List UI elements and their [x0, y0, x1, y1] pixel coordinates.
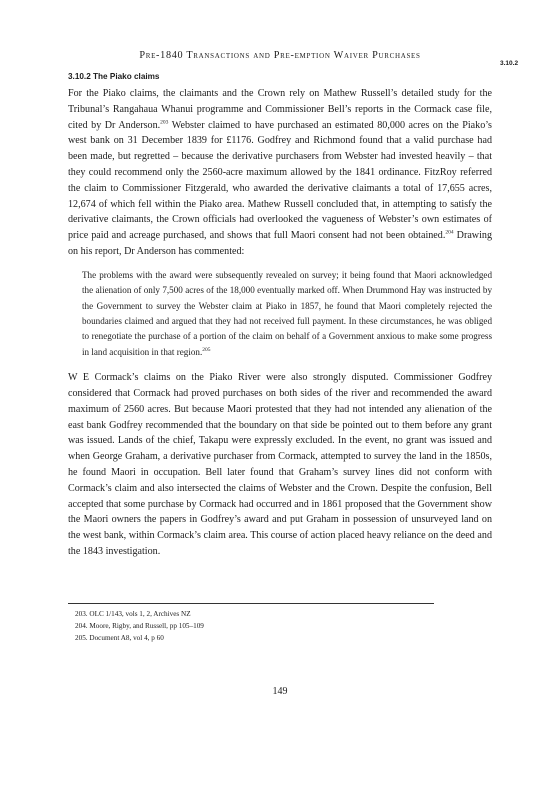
footnote-ref: 203	[160, 119, 169, 126]
section-marker: 3.10.2	[500, 60, 519, 67]
page-number: 149	[272, 686, 288, 697]
footnote: 203. OLC 1/143, vols 1, 2, Archives NZ	[75, 610, 191, 618]
paragraph-cormack: W E Cormack’s claims on the Piako River were also strongly disputed. Commissioner Godfrey considered that Cormack had proved purchases on both sides of the river and recommended the award maximum of 2560 acres. But because Maori protested that they had not intended any alienation of the east bank Godfrey recommended that the boundary on that side be pointed out to them before any grant was issued. Lands of the chief, Takapu were expressly excluded. In the event, no grant was issued and when George Graham, a derivative purchaser from Cormack, attempted to survey the land in the 1850s, he found Maori in occupation. Bell later found that Graham’s survey lines did not conform with Cormack’s claim and also intersected the claims of Webster and the Crown. Despite the confusion, Bell accepted that some purchase by Cormack had occurred and in 1861 proposed that the Government show the Maori owners the papers in Godfrey’s award and put Graham in possession of unsurveyed land on the west bank, within Cormack’s claim area. This course of action placed heavy reliance on the deed and the 1843 investigation.	[68, 372, 492, 557]
footnotes	[75, 608, 495, 644]
footnote-divider	[68, 603, 434, 604]
footnote: 204. Moore, Rigby, and Russell, pp 105–109	[75, 622, 204, 630]
quote-text: The problems with the award were subsequently revealed on survey; it being found that Maori acknowledged the alienation of only 7,500 acres of the 18,000 eventually marked off. When Drummond Hay was instructed by the Government to survey the Webster claim at Piako in 1857, he found that Maori completely rejected the boundaries claimed and argued that they had not received full payment. In these circumstances, he was obliged to renegotiate the purchase of a portion of the claim on behalf of a Government anxious to make some progress in land acquisition in that region.	[82, 269, 492, 357]
paragraph-text: Drawing on his report, Dr Anderson has commented:	[68, 230, 492, 257]
footnote: 205. Document A8, vol 4, p 60	[75, 634, 164, 642]
paragraph-text: Webster claimed to have purchased an estimated 80,000 acres on the Piako’s west bank on 31 December 1839 for £1176. Godfrey and Richmond found that a valid purchase had been made, but regretted – because the derivative purchasers from Webster had invested heavily – that they could recommend only the 2560-acre maximum allowed by the 1841 ordinance. FitzRoy referred the claim to Commissioner Fitzgerald, who awarded the derivative claimants a total of 17,655 acres, 12,674 of which fell within the Piako area. Mathew Russell concluded that, in attempting to satisfy the derivative claimants, the Crown officials had overlooked the vagueness of Webster’s own estimates of price paid and acreage purchased, and shows that full Maori consent had not been obtained.	[68, 119, 492, 242]
running-head: Pre-1840 Transactions and Pre-emption Waiver Purchases	[139, 50, 421, 61]
footnote-ref: 205	[202, 346, 211, 353]
block-quote	[82, 268, 492, 360]
body-text	[68, 70, 492, 560]
paragraph-piako-intro	[68, 86, 492, 260]
footnote-ref: 204	[445, 229, 454, 236]
section-heading: 3.10.2 The Piako claims	[68, 72, 160, 81]
paragraph-text: For the Piako claims, the claimants and the Crown rely on Mathew Russell’s detailed study for the Tribunal’s Rangahaua Whanui programme and Commissioner Bell’s reports in the Cormack case file, cited by Dr Anderson.	[68, 88, 492, 131]
